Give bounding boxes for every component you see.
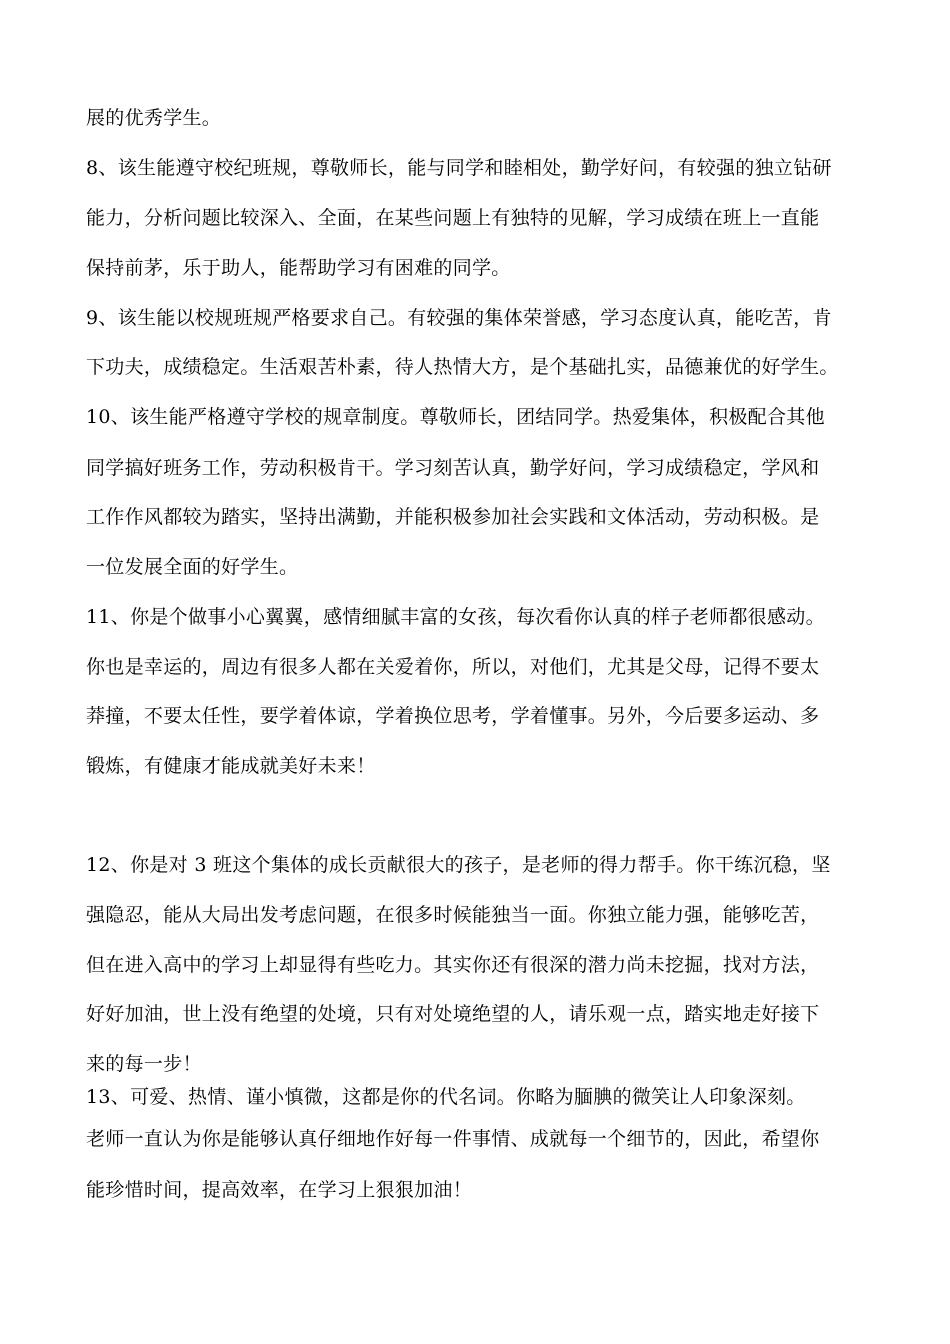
text-line: 12、你是对 3 班这个集体的成长贡献很大的孩子，是老师的得力帮手。你干练沉稳，坚 (86, 854, 831, 876)
text-line: 下功夫，成绩稳定。生活艰苦朴素，待人热情大方，是个基础扎实，品德兼优的好学生。 (86, 356, 839, 378)
text-line: 好好加油，世上没有绝望的处境，只有对处境绝望的人，请乐观一点，踏实地走好接下 (86, 1003, 820, 1025)
text-line: 10、该生能严格遵守学校的规章制度。尊敬师长，团结同学。热爱集体，积极配合其他 (86, 406, 825, 428)
text-line: 能力，分析问题比较深入、全面，在某些问题上有独特的见解，学习成绩在班上一直能 (86, 207, 820, 229)
text-line: 莽撞，不要太任性，要学着体谅，学着换位思考，学着懂事。另外，今后要多运动、多 (86, 705, 820, 727)
text-line: 工作作风都较为踏实，坚持出满勤，并能积极参加社会实践和文体活动，劳动积极。是 (86, 506, 820, 528)
text-line: 但在进入高中的学习上却显得有些吃力。其实你还有很深的潜力尚未挖掘，找对方法， (86, 954, 820, 976)
text-line: 强隐忍，能从大局出发考虑问题，在很多时候能独当一面。你独立能力强，能够吃苦， (86, 904, 820, 926)
text-line: 来的每一步！ (86, 1053, 202, 1075)
text-line: 锻炼，有健康才能成就美好未来！ (86, 755, 376, 777)
text-line: 11、你是个做事小心翼翼，感情细腻丰富的女孩，每次看你认真的样子老师都很感动。 (86, 606, 825, 628)
text-line: 能珍惜时间，提高效率，在学习上狠狠加油！ (86, 1179, 473, 1201)
text-line: 老师一直认为你是能够认真仔细地作好每一件事情、成就每一个细节的，因此，希望你 (86, 1128, 820, 1150)
text-line: 同学搞好班务工作，劳动积极肯干。学习刻苦认真，勤学好问，学习成绩稳定，学风和 (86, 457, 820, 479)
text-line: 一位发展全面的好学生。 (86, 556, 299, 578)
text-line: 展的优秀学生。 (86, 107, 222, 129)
text-line: 8、该生能遵守校纪班规，尊敬师长，能与同学和睦相处，勤学好问，有较强的独立钻研 (86, 157, 832, 179)
text-line: 保持前茅，乐于助人，能帮助学习有困难的同学。 (86, 257, 511, 279)
text-line: 你也是幸运的，周边有很多人都在关爱着你，所以，对他们，尤其是父母，记得不要太 (86, 656, 820, 678)
text-line: 13、可爱、热情、谨小慎微，这都是你的代名词。你略为腼腆的微笑让人印象深刻。 (86, 1086, 806, 1108)
text-line: 9、该生能以校规班规严格要求自己。有较强的集体荣誉感，学习态度认真，能吃苦，肯 (86, 307, 832, 329)
